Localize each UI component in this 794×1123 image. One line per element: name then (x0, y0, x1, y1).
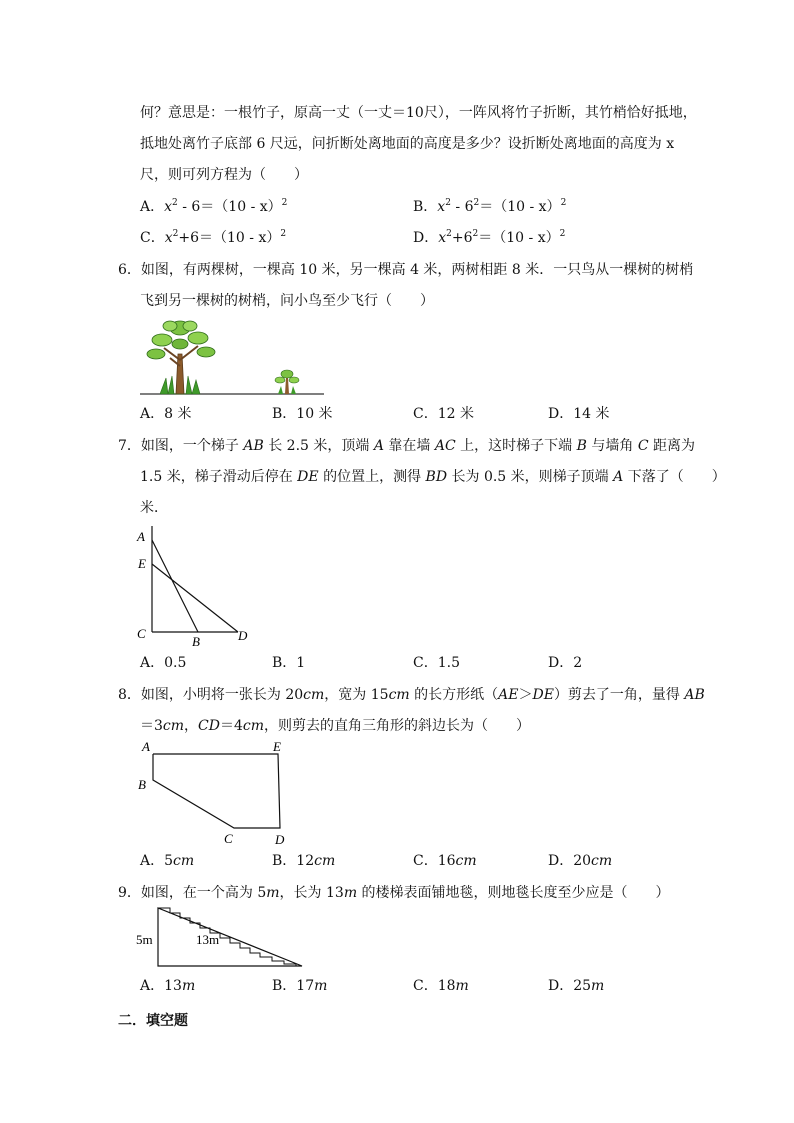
q7-ladder-figure (134, 520, 258, 650)
q9-option-b: B．17m (272, 978, 328, 994)
ladder-de (152, 564, 238, 632)
point-a-label: A (137, 529, 145, 544)
q5-line-1: 何？意思是：一根竹子，原高一丈（一丈＝10尺），一阵风将竹子折断，其竹梢恰好抵地， (140, 105, 697, 121)
point-c-label: C (224, 831, 233, 846)
q5-option-d: D．$x^2+6^2=(10 - x)^2$ (413, 229, 566, 246)
cut-rectangle-outline (153, 754, 280, 828)
point-e-label: E (138, 556, 146, 571)
point-d-label: D (238, 628, 248, 643)
point-e-label: E (273, 739, 281, 754)
q7-line-2: 1.5 米，梯子滑动后停在 DE 的位置上，测得 BD 长为 0.5 米，则梯子顶端 A 下落了（ ） (140, 469, 726, 485)
height-label: 5m (136, 932, 153, 947)
q8-option-d: D．20cm (548, 853, 613, 869)
q8-option-b: B．12cm (272, 853, 336, 869)
point-d-label: D (275, 832, 285, 847)
q7-line-1: 7．如图，一个梯子 AB 长 2.5 米，顶端 A 靠在墙 AC 上，这时梯子下端 B 与墙角 C 距离为 (118, 438, 695, 454)
big-tree-icon (147, 321, 215, 394)
q7-option-a: A．0.5 (140, 655, 187, 671)
q5-option-c: C．$x^2+6=(10 - x)^2$ (140, 229, 287, 246)
ladder-ab (152, 540, 198, 632)
q9-option-a: A．13m (140, 978, 196, 994)
hypotenuse-label: 13m (196, 932, 220, 947)
q7-line-3: 米． (140, 500, 168, 516)
small-tree-icon (275, 370, 299, 394)
q5-option-a: A．$x^2 - 6=(10 - x)^2$ (140, 198, 288, 215)
q5-line-2: 抵地处离竹子底部 6 尺远，问折断处离地面的高度是多少？设折断处离地面的高度为 x (140, 136, 675, 152)
q6-line-2: 飞到另一棵树的树梢，问小鸟至少飞行（ ） (140, 293, 434, 309)
q9-option-c: C．18m (413, 978, 469, 994)
q6-trees-figure (140, 314, 326, 398)
q9-line: 9．如图，在一个高为 5m，长为 13m 的楼梯表面铺地毯，则地毯长度至少应是（ ） (118, 885, 670, 901)
q6-option-a: A．8 米 (140, 406, 192, 422)
q9-staircase-figure (134, 904, 306, 970)
q8-line-2: ＝3cm，CD＝4cm，则剪去的直角三角形的斜边长为（ ） (140, 718, 531, 734)
q5-option-b: B．$x^2 - 6^2=(10 - x)^2$ (413, 198, 567, 215)
q7-option-b: B．1 (272, 655, 306, 671)
q7-option-c: C．1.5 (413, 655, 460, 671)
q6-option-d: D．14 米 (548, 406, 610, 422)
q7-option-d: D．2 (548, 655, 583, 671)
q6-option-c: C．12 米 (413, 406, 474, 422)
q8-line-1: 8．如图，小明将一张长为 20cm，宽为 15cm 的长方形纸（AE＞DE）剪去了一角，量得 AB (118, 687, 705, 703)
q9-option-d: D．25m (548, 978, 605, 994)
q5-line-3: 尺，则可列方程为（ ） (140, 167, 308, 183)
section-heading-fill-in: 二．填空题 (118, 1013, 188, 1029)
q8-option-c: C．16cm (413, 853, 477, 869)
point-a-label: A (142, 739, 150, 754)
q8-option-a: A．5cm (140, 853, 195, 869)
q6-line-1: 6．如图，有两棵树，一棵高 10 米，另一棵高 4 米，两树相距 8 米．一只鸟从一棵树的树梢 (118, 262, 694, 278)
q8-paper-figure (134, 736, 294, 848)
point-b-label: B (138, 777, 146, 792)
point-c-label: C (137, 626, 146, 641)
q6-option-b: B．10 米 (272, 406, 333, 422)
point-b-label: B (192, 634, 200, 649)
